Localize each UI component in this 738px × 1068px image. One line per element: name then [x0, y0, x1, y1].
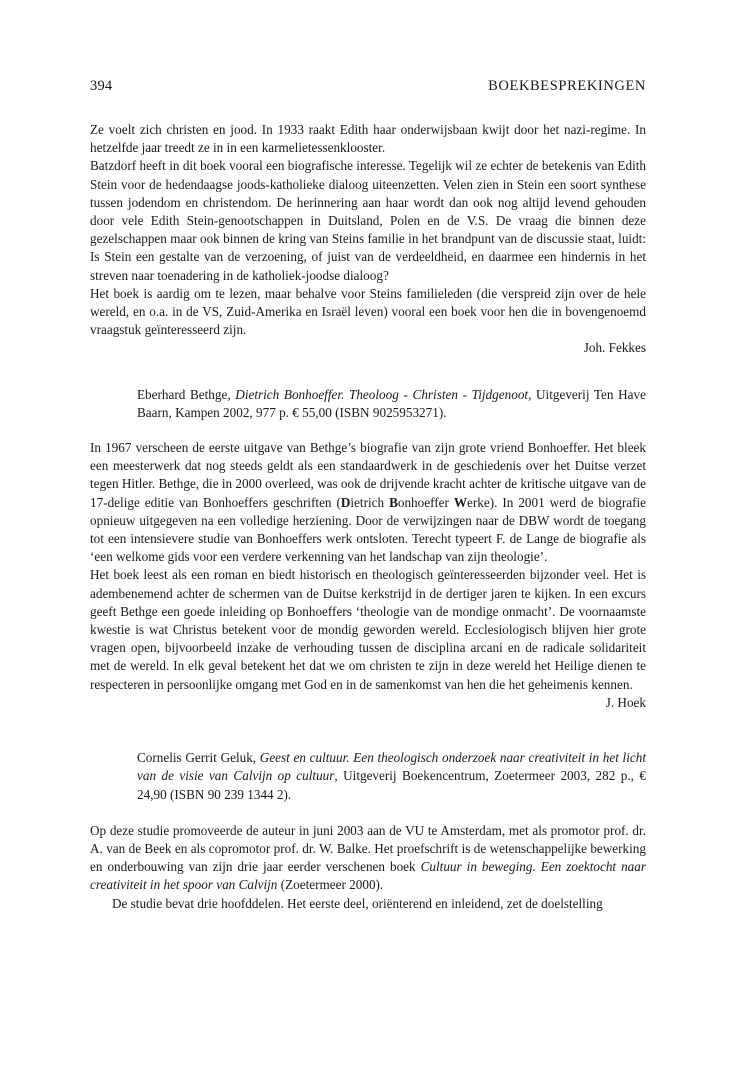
- review-1-paragraph: Batzdorf heeft in dit boek vooral een biografische interesse. Tegelijk wil ze echter de betekenis van Edith Stein voor de hedendaagse joods-katholieke dialoog uiteenzetten. Velen zien in Stein een soort synthese tussen jodendom en christendom. De herinnering aan haar wordt dan ook nog altijd levend gehouden door vele Edith Stein-genootschappen in Duitsland, Polen en de V.S. De vraag die binnen deze gezelschappen maar ook binnen de kring van Steins familie in het brandpunt van de discussie staat, luidt: Is Stein een gestalte van de verzoening, of juist van de verdeeldheid, en daarmee een hindernis in het streven naar toenadering in de katholiek-joodse dialoog?: [90, 158, 646, 283]
- citation-author: Cornelis Gerrit Geluk,: [137, 750, 260, 766]
- citation-title: Dietrich Bonhoeffer. Theoloog - Christen - Tijdgenoot: [235, 386, 529, 402]
- citation-details: , Uitgeverij Boekencentrum, Zoetermeer 2003, 282 p., € 24,90 (ISBN 90 239 1344 2).: [137, 768, 646, 802]
- review-1: [90, 121, 646, 358]
- running-title: BOEKBESPREKINGEN: [488, 78, 646, 94]
- document-page: [90, 78, 646, 913]
- review-1-signature: Joh. Fekkes: [583, 340, 646, 356]
- review-2-citation: [90, 386, 646, 422]
- review-2: [90, 386, 646, 712]
- page-header: [90, 78, 646, 100]
- review-3-paragraph: Op deze studie promoveerde de auteur in juni 2003 aan de VU te Amsterdam, met als promotor prof. dr. A. van de Beek en als copromotor prof. dr. W. Balke. Het proefschrift is de wetenschappelijke bewerking en onderbouwing van zijn drie jaar eerder verschenen boek Cultuur in beweging. Een zoektocht naar creativiteit in het spoor van Calvijn (Zoetermeer 2000).: [90, 822, 646, 893]
- review-2-paragraph: In 1967 verscheen de eerste uitgave van Bethge’s biografie van zijn grote vriend Bonhoeffer. Het bleek een meesterwerk dat nog steeds geldt als een standaardwerk in de geschiedenis over het Duitse verzet tegen Hitler. Bethge, die in 2000 overleed, was ook de drijvende kracht achter de kritische uitgave van de 17-delige editie van Bonhoeffers geschriften (Dietrich Bonhoeffer Werke). In 2001 werd de biografie opnieuw uitgegeven na een volledige herziening. Door de verwijzingen naar de DBW wordt de toegang tot een intensievere studie van Bonhoeffers werk ontsloten. Terecht typeert F. de Lange de biografie als ‘een welkome gids voor een verdere verkenning van het landschap van zijn theologie’.: [90, 440, 646, 565]
- review-2-signature: J. Hoek: [605, 694, 646, 710]
- page-number: 394: [90, 78, 113, 94]
- citation-details: , Uitgeverij Ten Have Baarn, Kampen 2002, 977 p. € 55,00 (ISBN 9025953271).: [137, 386, 646, 420]
- citation-author: Eberhard Bethge,: [137, 386, 236, 402]
- review-1-paragraph: Ze voelt zich christen en jood. In 1933 raakt Edith haar onderwijsbaan kwijt door het nazi-regime. In hetzelfde jaar treedt ze in in een karmelietessenklooster.: [90, 122, 646, 156]
- review-3-paragraph: De studie bevat drie hoofddelen. Het eerste deel, oriënterend en inleidend, zet de doelstelling: [112, 895, 603, 911]
- review-3: [90, 749, 646, 913]
- review-1-paragraph: Het boek is aardig om te lezen, maar behalve voor Steins familieleden (die verspreid zijn over de hele wereld, en o.a. in de VS, Zuid-Amerika en Israël leven) vooral een boek voor hen die in bovengenoemd vraagstuk geïnteresseerd zijn.: [90, 285, 646, 338]
- review-3-citation: [90, 749, 646, 804]
- review-2-paragraph: Het boek leest als een roman en biedt historisch en theologisch geïnteresseerden bijzonder veel. Het is adembenemend achter de schermen van de Duitse kerkstrijd in de dertiger jaren te kijken. In een excurs geeft Bethge een goede inleiding op Bonhoeffers ‘theologie van de mondige onmacht’. De voornaamste kwestie is wat Christus betekent voor de mondig geworden wereld. Ecclesiologisch blijven hier grote vragen open, bijvoorbeeld inzake de verhouding tussen de disciplina arcani en de radicale solidariteit met de wereld. In elk geval betekent het dat we om christen te zijn in deze wereld het Heilige dienen te respecteren in persoonlijke omgang met God en in de samenkomst van hen die het geheimenis kennen.: [90, 567, 646, 692]
- citation-title: Geest en cultuur. Een theologisch onderzoek naar creativiteit in het licht van de visie van Calvijn op cultuur: [137, 750, 646, 784]
